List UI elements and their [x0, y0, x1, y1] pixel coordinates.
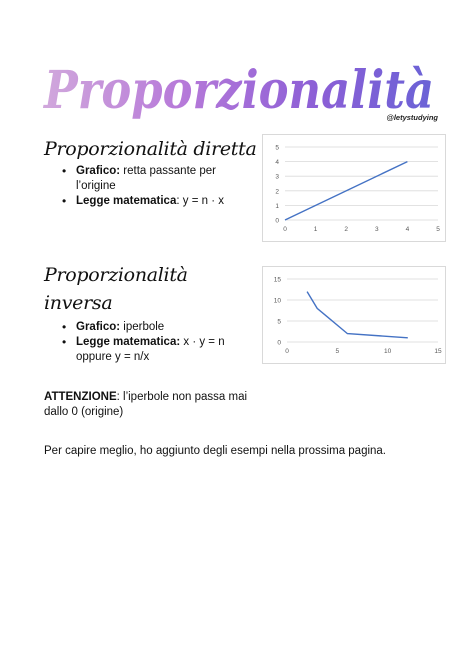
list-item: • Legge matematica: x · y = n oppure y = n/x	[56, 335, 266, 365]
list-item: • Legge matematica: y = n · x	[56, 194, 256, 209]
direct-proportion-chart	[262, 134, 446, 242]
x-tick-label: 0	[285, 348, 289, 355]
y-tick-label: 10	[273, 297, 281, 305]
y-tick-label: 2	[275, 188, 279, 196]
direct-heading: Proporzionalità diretta	[44, 138, 257, 160]
author-handle: @letystudying	[386, 113, 438, 122]
inverse-list	[56, 320, 266, 365]
x-tick-label: 5	[436, 226, 440, 233]
y-tick-label: 5	[277, 318, 281, 326]
x-tick-label: 4	[405, 226, 410, 233]
x-tick-label: 2	[344, 226, 349, 233]
inverse-heading-line2: inversa	[44, 292, 113, 314]
inverse-heading-line1: Proporzionalità	[44, 264, 188, 286]
y-tick-label: 15	[273, 276, 281, 284]
y-tick-label: 5	[275, 144, 279, 152]
y-tick-label: 1	[275, 202, 279, 210]
series-line	[307, 292, 408, 338]
footer-text: Per capire meglio, ho aggiunto degli esempi nella prossima pagina.	[44, 445, 387, 457]
attention-note: ATTENZIONE: l’iperbole non passa mai dallo 0 (origine)	[44, 391, 248, 418]
title-text: Proporzionalità	[42, 60, 435, 121]
x-tick-label: 1	[313, 226, 318, 233]
x-tick-label: 5	[335, 348, 340, 355]
y-tick-label: 4	[275, 159, 279, 167]
x-tick-label: 15	[434, 348, 442, 355]
inverse-proportion-chart	[262, 266, 446, 364]
y-tick-label: 3	[275, 173, 279, 181]
direct-list	[56, 164, 256, 209]
y-tick-label: 0	[275, 217, 279, 225]
x-tick-label: 3	[374, 226, 379, 233]
x-tick-label: 0	[283, 226, 287, 233]
page-title	[40, 52, 440, 132]
list-item: • Grafico: iperbole	[56, 320, 266, 335]
list-item: • Grafico: retta passante per l’origine	[56, 164, 256, 194]
y-tick-label: 0	[277, 339, 281, 347]
x-tick-label: 10	[384, 348, 392, 355]
